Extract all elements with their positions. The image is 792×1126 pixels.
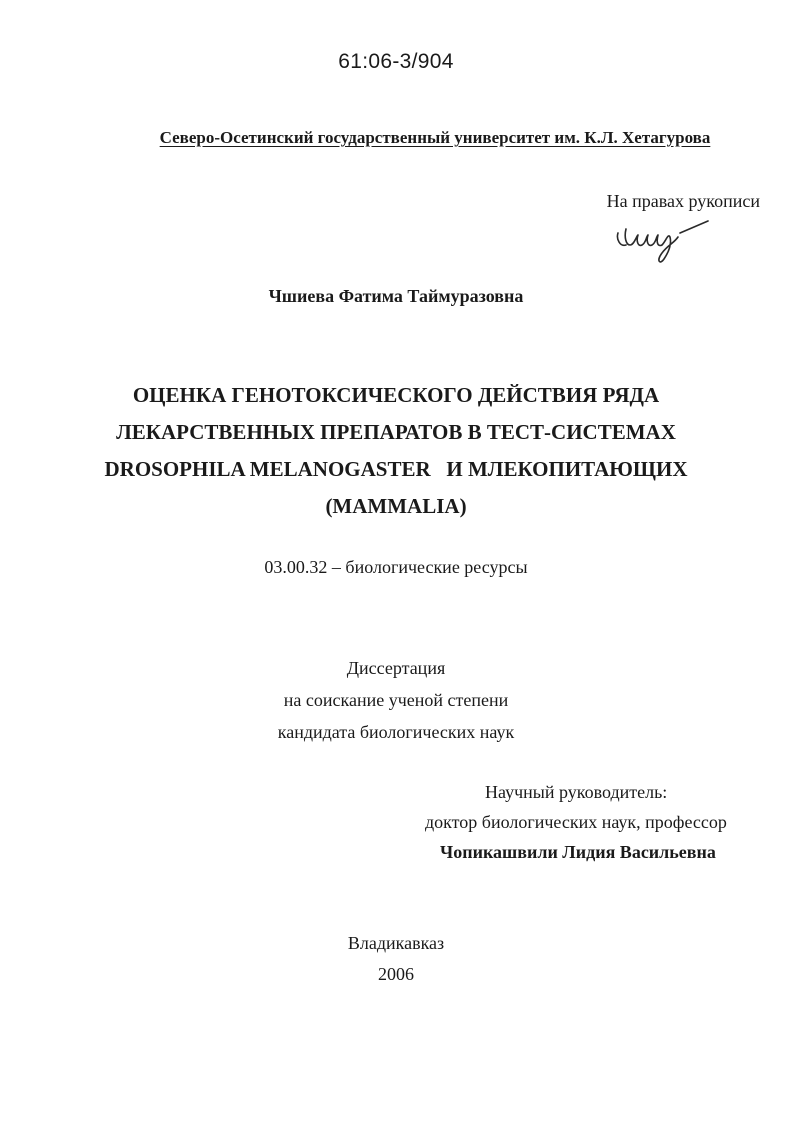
degree-line: на соискание ученой степени	[283, 690, 509, 710]
degree-line: Диссертация	[346, 658, 446, 678]
title-line: DROSOPHILA MELANOGASTER И МЛЕКОПИТАЮЩИХ	[104, 457, 688, 481]
title-line: (MAMMALIA)	[325, 494, 467, 518]
supervisor-degree: доктор биологических наук, профессор	[425, 812, 727, 832]
university-name: Северо-Осетинский государственный университет им. К.Л. Хетагурова	[159, 128, 711, 147]
supervisor-label: Научный руководитель:	[485, 782, 668, 802]
specialty-code: 03.00.32 – биологические ресурсы	[264, 557, 528, 577]
dissertation-title	[96, 377, 696, 525]
title-line: ЛЕКАРСТВЕННЫХ ПРЕПАРАТОВ В ТЕСТ-СИСТЕМАХ	[116, 420, 676, 444]
year: 2006	[378, 964, 414, 984]
handwritten-signature	[612, 215, 722, 265]
catalog-number: 61:06-3/904	[338, 50, 454, 73]
manuscript-rights-note: На правах рукописи	[606, 191, 760, 211]
degree-line: кандидата биологических наук	[277, 722, 515, 742]
title-line: ОЦЕНКА ГЕНОТОКСИЧЕСКОГО ДЕЙСТВИЯ РЯДА	[132, 383, 660, 407]
city: Владикавказ	[347, 933, 445, 953]
author-name: Чшиева Фатима Таймуразовна	[268, 286, 524, 306]
supervisor-name: Чопикашвили Лидия Васильевна	[440, 842, 716, 862]
degree-statement	[0, 652, 792, 748]
